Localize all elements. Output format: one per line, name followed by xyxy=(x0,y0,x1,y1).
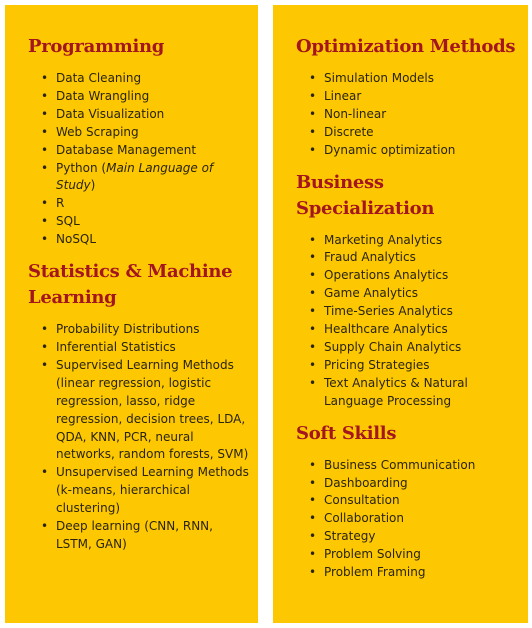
bullet-icon: • xyxy=(309,547,317,562)
list-item xyxy=(32,518,250,554)
section-statistics-and-machine-learning xyxy=(28,259,250,554)
right-panel xyxy=(273,5,528,623)
list-item-text: Dashboarding xyxy=(324,475,408,490)
bullet-icon: • xyxy=(41,106,49,121)
list-item-text: Python ( xyxy=(56,160,107,175)
bullet-icon: • xyxy=(309,457,317,472)
section-title: Business Specialization xyxy=(296,171,435,219)
list-item-text: Fraud Analytics xyxy=(324,250,416,265)
bullet-icon: • xyxy=(41,357,49,372)
list-item xyxy=(300,321,520,339)
bullet-icon: • xyxy=(309,339,317,354)
list-item xyxy=(300,339,520,357)
list-item xyxy=(300,546,520,564)
list-item-text: Collaboration xyxy=(324,511,404,526)
list-item-text: Data Cleaning xyxy=(56,71,142,85)
list-item-text: Unsupervised Learning Methods (k-means, hierarchical clustering) xyxy=(56,465,249,516)
skill-list xyxy=(296,232,520,411)
bullet-icon: • xyxy=(41,339,49,354)
list-item-text: Healthcare Analytics xyxy=(324,322,448,337)
list-item xyxy=(32,160,250,196)
list-item xyxy=(300,375,520,411)
bullet-icon: • xyxy=(309,286,317,301)
skill-list xyxy=(28,70,250,249)
list-item-text: Problem Framing xyxy=(324,565,426,580)
list-item xyxy=(300,106,520,124)
list-item xyxy=(32,70,250,88)
list-item xyxy=(32,339,250,357)
list-item-text: Discrete xyxy=(324,124,374,139)
bullet-icon: • xyxy=(309,304,317,319)
list-item-suffix: ) xyxy=(90,178,96,193)
list-item xyxy=(300,285,520,303)
list-item-text: Probability Distributions xyxy=(56,322,200,337)
bullet-icon: • xyxy=(41,322,49,337)
list-item-text: Dynamic optimization xyxy=(324,142,456,157)
list-item xyxy=(32,357,250,464)
bullet-icon: • xyxy=(309,71,317,85)
list-item xyxy=(32,321,250,339)
list-item-text: Operations Analytics xyxy=(324,268,449,283)
list-item-text: Supervised Learning Methods (linear regression, logistic regression, lasso, ridge regression, decision trees, LDA, QDA, KNN, PCR, neural networks, random forests, SVM) xyxy=(56,357,249,462)
list-item xyxy=(300,510,520,528)
list-item-text: Problem Solving xyxy=(324,547,421,562)
bullet-icon: • xyxy=(41,465,49,480)
list-item xyxy=(300,142,520,160)
list-item-text: Deep learning (CNN, RNN, LSTM, GAN) xyxy=(56,519,213,551)
list-item xyxy=(300,357,520,375)
section-business-specialization xyxy=(296,170,520,411)
section-optimization-methods xyxy=(296,34,520,160)
bullet-icon: • xyxy=(309,88,317,103)
list-item-text: Data Wrangling xyxy=(56,88,150,103)
section-soft-skills xyxy=(296,421,520,582)
list-item-text: Data Visualization xyxy=(56,106,165,121)
list-item xyxy=(300,267,520,285)
skill-list xyxy=(296,457,520,582)
list-item xyxy=(300,457,520,475)
bullet-icon: • xyxy=(41,519,49,534)
list-item-text: Web Scraping xyxy=(56,124,139,139)
section-title: Soft Skills xyxy=(296,422,397,444)
list-item-text: Game Analytics xyxy=(324,286,419,301)
bullet-icon: • xyxy=(309,268,317,283)
bullet-icon: • xyxy=(41,196,49,211)
list-item xyxy=(300,249,520,267)
bullet-icon: • xyxy=(41,142,49,157)
list-item xyxy=(32,195,250,213)
list-item xyxy=(32,142,250,160)
list-item-text: Consultation xyxy=(324,493,400,508)
list-item-text: Inferential Statistics xyxy=(56,339,176,354)
list-item-text: Database Management xyxy=(56,142,197,157)
bullet-icon: • xyxy=(309,124,317,139)
bullet-icon: • xyxy=(309,493,317,508)
left-panel xyxy=(5,5,258,623)
bullet-icon: • xyxy=(309,375,317,390)
list-item xyxy=(32,88,250,106)
list-item xyxy=(32,231,250,249)
section-title: Programming xyxy=(28,36,165,57)
bullet-icon: • xyxy=(41,214,49,229)
bullet-icon: • xyxy=(309,529,317,544)
section-title: Statistics & Machine Learning xyxy=(28,261,233,309)
list-item xyxy=(300,492,520,510)
list-item-text: Time-Series Analytics xyxy=(324,304,453,319)
bullet-icon: • xyxy=(309,475,317,490)
bullet-icon: • xyxy=(309,511,317,526)
bullet-icon: • xyxy=(309,357,317,372)
list-item xyxy=(300,232,520,250)
bullet-icon: • xyxy=(309,232,317,247)
skill-list xyxy=(28,321,250,554)
list-item xyxy=(300,124,520,142)
list-item-text: Business Communication xyxy=(324,457,476,472)
bullet-icon: • xyxy=(309,106,317,121)
bullet-icon: • xyxy=(41,71,49,85)
list-item-text: Strategy xyxy=(324,529,376,544)
list-item xyxy=(300,303,520,321)
list-item xyxy=(300,88,520,106)
list-item xyxy=(32,124,250,142)
section-title: Optimization Methods xyxy=(296,36,516,57)
bullet-icon: • xyxy=(309,250,317,265)
list-item-note: Main Language of Study xyxy=(56,160,214,193)
list-item-text: NoSQL xyxy=(56,232,97,247)
list-item-text: R xyxy=(56,196,65,211)
bullet-icon: • xyxy=(309,565,317,580)
list-item xyxy=(300,70,520,88)
list-item xyxy=(32,213,250,231)
list-item xyxy=(300,564,520,582)
list-item-text: Pricing Strategies xyxy=(324,357,430,372)
list-item-text: Linear xyxy=(324,88,362,103)
list-item-text: SQL xyxy=(56,214,80,229)
list-item-text: Marketing Analytics xyxy=(324,232,443,247)
list-item-text: Non-linear xyxy=(324,106,387,121)
bullet-icon: • xyxy=(41,160,49,175)
list-item-text: Simulation Models xyxy=(324,71,435,85)
list-item xyxy=(32,106,250,124)
list-item-text: Text Analytics & Natural Language Processing xyxy=(324,375,468,408)
list-item xyxy=(300,528,520,546)
bullet-icon: • xyxy=(41,88,49,103)
section-programming xyxy=(28,34,250,249)
list-item-text: Supply Chain Analytics xyxy=(324,339,462,354)
bullet-icon: • xyxy=(309,322,317,337)
bullet-icon: • xyxy=(41,232,49,247)
bullet-icon: • xyxy=(309,142,317,157)
bullet-icon: • xyxy=(41,124,49,139)
skill-list xyxy=(296,70,520,160)
list-item xyxy=(32,464,250,518)
list-item xyxy=(300,475,520,493)
